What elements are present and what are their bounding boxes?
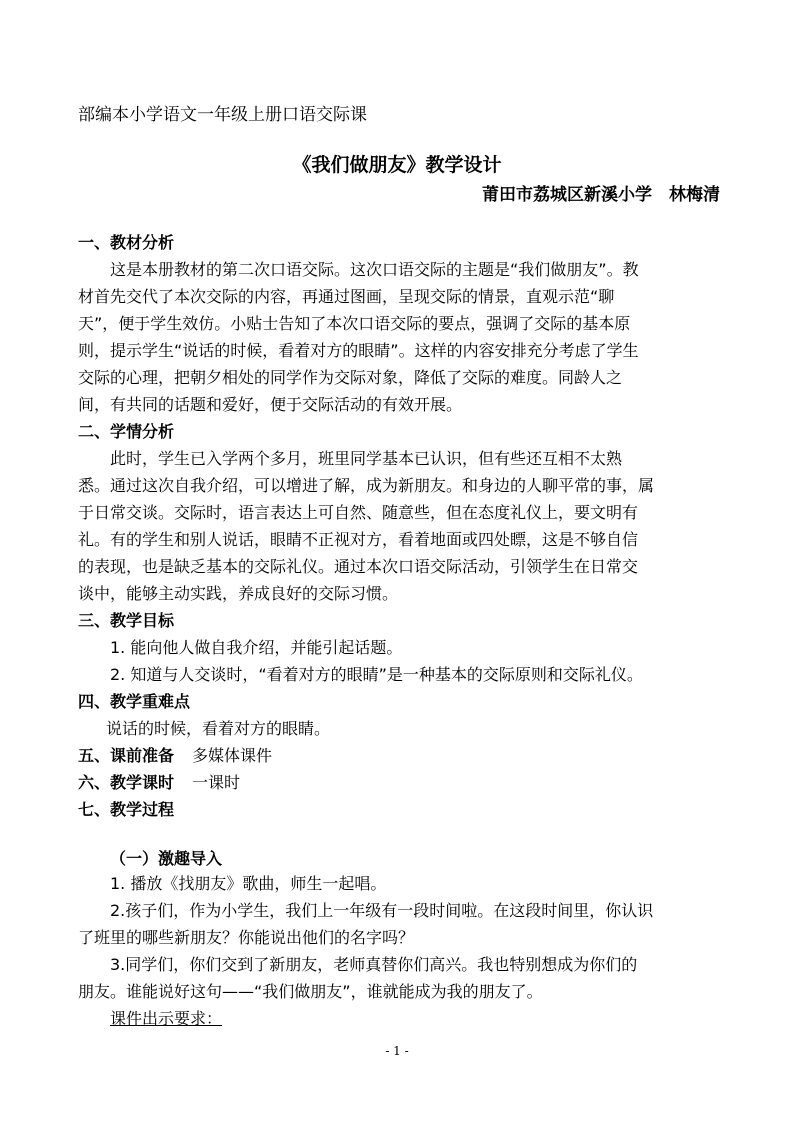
process-line: 2.孩子们，作为小学生，我们上一年级有一段时间啦。在这段时间里，你认识 xyxy=(110,901,654,920)
objective-item: 1. 能向他人做自我介绍，并能引起话题。 xyxy=(110,638,403,657)
paragraph-line: 材首先交代了本次交际的内容，再通过图画，呈现交际的情景，直观示范“聊 xyxy=(78,287,615,306)
paragraph-line: 悉。通过这次自我介绍，可以增进了解，成为新朋友。和身边的人聊平常的事，属 xyxy=(78,476,655,495)
paragraph-line: 交际的心理，把朝夕相处的同学作为交际对象，降低了交际的难度。同龄人之 xyxy=(78,368,623,387)
section-value-5: 多媒体课件 xyxy=(192,746,273,765)
sub-heading: （一）激趣导入 xyxy=(110,849,223,868)
section-row-6 xyxy=(78,772,240,794)
paragraph-line: 礼。有的学生和别人说话，眼睛不正视对方，看着地面或四处瞟，这是不够自信 xyxy=(78,530,639,549)
author-line: 莆田市荔城区新溪小学 林梅清 xyxy=(482,185,720,205)
page-title: 《我们做朋友》教学设计 xyxy=(292,154,502,176)
section-heading-2: 二、学情分析 xyxy=(78,422,175,441)
course-label: 部编本小学语文一年级上册口语交际课 xyxy=(78,105,367,125)
paragraph-line: 此时，学生已入学两个多月，班里同学基本已认识，但有些还互相不太熟 xyxy=(110,449,623,468)
section-heading-6: 六、教学课时 xyxy=(78,773,175,792)
section-value-6: 一课时 xyxy=(192,773,241,792)
process-line: 了班里的哪些新朋友？你能说出他们的名字吗？ xyxy=(78,928,415,947)
section-heading-4: 四、教学重难点 xyxy=(78,692,191,711)
paragraph-line: 的表现，也是缺乏基本的交际礼仪。通过本次口语交际活动，引领学生在日常交 xyxy=(78,557,639,576)
paragraph-line: 这是本册教材的第二次口语交际。这次口语交际的主题是“我们做朋友”。教 xyxy=(110,260,639,279)
process-line: 1. 播放《找朋友》歌曲，师生一起唱。 xyxy=(110,874,387,893)
section-heading-7: 七、教学过程 xyxy=(78,800,175,819)
paragraph-line: 则，提示学生“说话的时候，看着对方的眼睛”。这样的内容安排充分考虑了学生 xyxy=(78,341,639,360)
paragraph-line: 间，有共同的话题和爱好，便于交际活动的有效开展。 xyxy=(78,395,463,414)
process-line: 朋友。谁能说好这句——“我们做朋友”，谁就能成为我的朋友了。 xyxy=(78,982,543,1001)
section-heading-1: 一、教材分析 xyxy=(78,233,175,252)
paragraph-line: 天”，便于学生效仿。小贴士告知了本次口语交际的要点，强调了交际的基本原 xyxy=(78,314,631,333)
courseware-requirement: 课件出示要求： xyxy=(110,1009,223,1028)
objective-item: 2. 知道与人交谈时，“看着对方的眼睛”是一种基本的交际原则和交际礼仪。 xyxy=(110,665,643,684)
paragraph-line: 说话的时候，看着对方的眼睛。 xyxy=(106,719,331,738)
section-heading-3: 三、教学目标 xyxy=(78,611,175,630)
section-row-5 xyxy=(78,745,272,767)
page-number: - 1 - xyxy=(385,1044,409,1058)
process-line: 3.同学们，你们交到了新朋友，老师真替你们高兴。我也特别想成为你们的 xyxy=(110,955,638,974)
paragraph-line: 于日常交谈。交际时，语言表达上可自然、随意些，但在态度礼仪上，要文明有 xyxy=(78,503,639,522)
section-heading-5: 五、课前准备 xyxy=(78,746,175,765)
paragraph-line: 谈中，能够主动实践，养成良好的交际习惯。 xyxy=(78,584,399,603)
